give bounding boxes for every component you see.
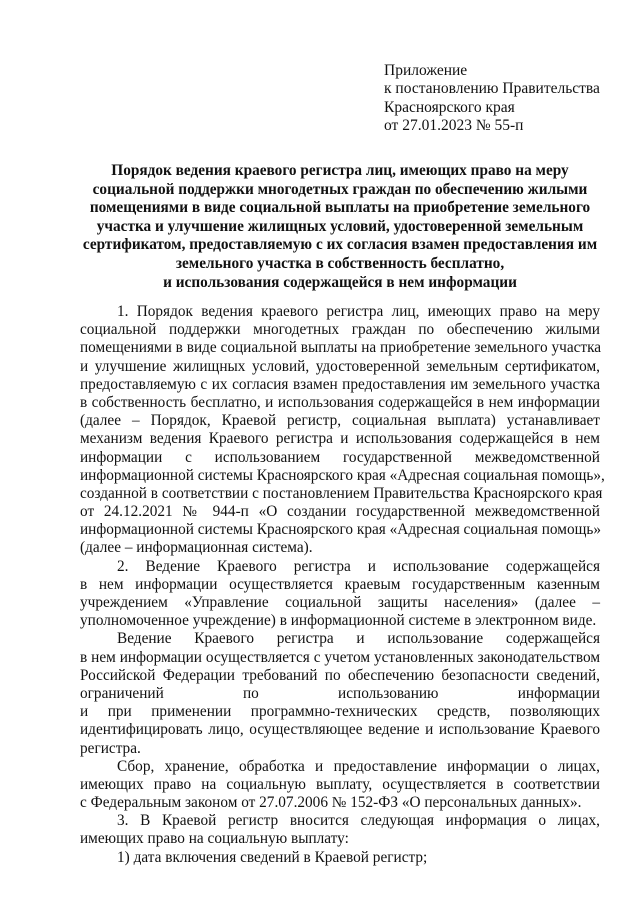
text-line: Сбор, хранение, обработка и предоставление информации о лицах, [117, 757, 600, 775]
paragraph-1 [80, 303, 605, 558]
paragraph-3 [80, 630, 600, 757]
appendix-line: от 27.01.2023 № 55-п [384, 116, 524, 134]
document-body [80, 303, 605, 867]
title-line: сертификатом, предоставляемую с их согласия взамен предоставления им [82, 236, 598, 254]
title-line: помещениями в виде социальной выплаты на приобретение земельного [89, 199, 591, 217]
text-line: имеющих право на социальную выплату, осуществляется в соответствии [80, 775, 600, 793]
text-line: в нем информации осуществляется с учетом установленных законодательством [80, 648, 600, 666]
title-line: социальной поддержки многодетных граждан по обеспечению жилыми [92, 180, 588, 198]
paragraph-5 [80, 812, 600, 848]
text-line: и при применении программно-технических средств, позволяющих [80, 703, 600, 721]
text-line: ограничений по использованию информации [80, 684, 600, 702]
text-line: информационной системы Красноярского края «Адресная социальная помощь» [80, 521, 602, 539]
text-line: механизм ведения Краевого регистра и использования содержащейся в нем [80, 430, 600, 448]
title-line: участка и улучшение жилищных условий, удостоверенной земельным [96, 217, 584, 235]
paragraph-2 [80, 558, 600, 631]
text-line: помещениями в виде социальной выплаты на приобретение земельного участка [80, 339, 602, 357]
text-line: 3. В Краевой регистр вносится следующая информация о лицах, [117, 812, 600, 830]
title-line: и использования содержащейся в нем информации [163, 273, 517, 291]
text-line: идентифицировать лицо, осуществляющее ведение и использование Краевого [80, 721, 600, 739]
text-line: 1. Порядок ведения краевого регистра лиц, имеющих право на меру [117, 303, 600, 320]
text-line: Российской Федерации требований по обеспечению безопасности сведений, [80, 666, 600, 684]
text-line: регистра. [80, 739, 141, 757]
title-line: Порядок ведения краевого регистра лиц, имеющих право на меру [111, 162, 569, 179]
text-line: (далее – Порядок, Краевой регистр, социальная выплата) устанавливает [80, 412, 600, 430]
text-line: созданной в соответствии с постановлением Правительства Красноярского края [80, 484, 603, 502]
text-line: (далее – информационная система). [80, 539, 313, 557]
text-line: от 24.12.2021 № 944-п «О создании государственной межведомственной [80, 503, 600, 521]
appendix-header [384, 62, 624, 135]
text-line: информации с использованием государственной межведомственной [80, 448, 600, 466]
text-line: 1) дата включения сведений в Краевой регистр; [117, 848, 428, 866]
appendix-line: к постановлению Правительства [384, 80, 600, 98]
text-line: и улучшение жилищных условий, удостоверенной земельным сертификатом, [80, 357, 600, 375]
text-line: уполномоченное учреждение) в информационной системе в электронном виде. [80, 612, 597, 630]
text-line: социальной поддержки многодетных граждан по обеспечению жилыми [80, 321, 600, 339]
text-line: 2. Ведение Краевого регистра и использование содержащейся [117, 557, 600, 575]
paragraph-4 [80, 758, 600, 813]
text-line: имеющих право на социальную выплату: [80, 830, 349, 848]
text-line: Ведение Краевого регистра и использование содержащейся [117, 630, 600, 648]
text-line: учреждением «Управление социальной защиты населения» (далее – [80, 594, 600, 611]
title-line: земельного участка в собственность бесплатно, [175, 254, 505, 272]
appendix-line: Красноярского края [384, 98, 515, 116]
paragraph-6 [80, 849, 600, 867]
text-line: предоставляемую с их согласия взамен предоставления им земельного участка [80, 375, 600, 393]
text-line: в нем информации осуществляется краевым государственным казенным [80, 575, 600, 593]
appendix-line: Приложение [384, 62, 468, 79]
text-line: с Федеральным законом от 27.07.2006 № 152-ФЗ «О персональных данных». [80, 794, 582, 812]
text-line: информационной системы Красноярского края «Адресная социальная помощь», [80, 466, 605, 484]
document-title [80, 162, 600, 292]
text-line: в собственность бесплатно, и использования содержащейся в нем информации [80, 393, 600, 411]
